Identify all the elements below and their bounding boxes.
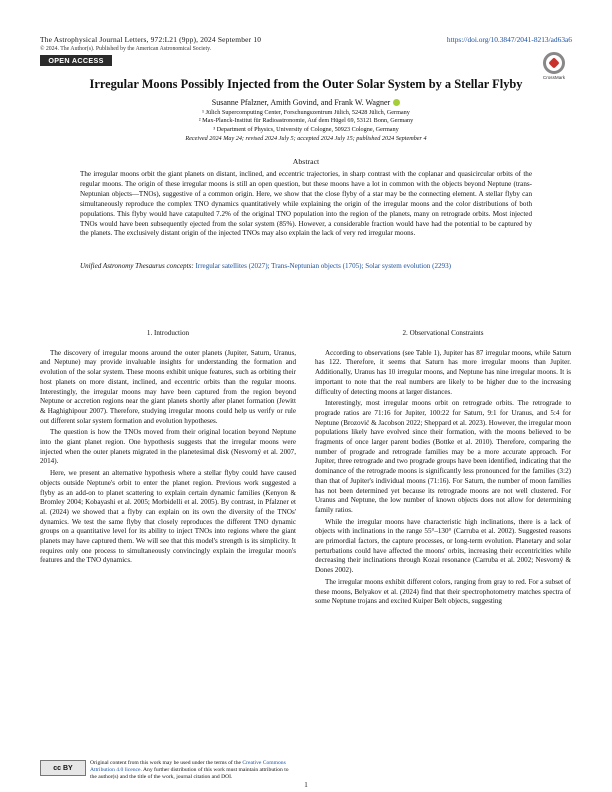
affiliation-2: ² Max-Planck-Institut für Radioastronomie, Auf dem Hügel 69, 53121 Bonn, Germany xyxy=(198,117,414,125)
author-list xyxy=(40,98,572,107)
license-link[interactable]: Creative Commons Attribution 4.0 licence. xyxy=(90,760,286,773)
crossmark-icon xyxy=(543,52,565,74)
section-heading-introduction: 1. Introduction xyxy=(146,329,190,337)
crossmark-label: CrossMark xyxy=(542,75,566,80)
constraints-paragraph: Interestingly, most irregular moons orbit on retrograde orbits. The retrograde to prograde ratios are 71:16 for Jupiter, 100:22 for Saturn, 9:1 for Uranus, and 5:4 for Neptune (Brozović & Jacobson 2022; Sheppard et al. 2023). However, the irregular moon populations likely have evolved since their formation, with the moons believed to be fragments of once larger parent bodies (Bottke et al. 2010). Therefore, comparing the number of prograde and retrograde families may be a more accurate approach. For Jupiter, three retrograde and two prograde groups have been identified, indicating that the dominance of the retrograde moons is significantly less pronounced for the families (3:2) than that of Jupiter's individual moons (71:16). For Saturn, the number of moon families has not been determined yet because its retrograde moons are not well clustered. For Uranus and Neptune, the low number of known objects does not allow for determining family ratios. xyxy=(315,399,571,514)
license-text-after: Any further distribution of this work must maintain attribution to the author(s) and the title of the work, journal citation and DOI. xyxy=(90,767,289,780)
running-header xyxy=(40,33,572,45)
copyright-line: © 2024. The Author(s). Published by the American Astronomical Society. xyxy=(40,46,212,52)
intro-paragraph: Here, we present an alternative hypothesis where a stellar flyby could have caused objects outside Neptune's orbit to enter the planet region. Previous work suggested a flyby as an add-on to planet scattering to explain certain dynamic families (Kenyon & Bromley 2004; Kobayashi et al. 2005; Morbidelli et al. 2005). By contrast, in Pfalzner et al. (2024) we showed that a flyby can explain on its own the diversity of the TNOs' dynamics. We test the same flyby that closely reproduces the different TNO dynamic groups on a quantitative level for its ability to inject TNOs into regions where the giant planets may have captured them. We will see that this model's strength is its simplicity. It requires only one process to simultaneously convincingly explain the irregular moon's features and the TNO dynamics. xyxy=(40,469,296,565)
section-heading-observational-constraints: 2. Observational Constraints xyxy=(402,329,484,337)
publication-history: Received 2024 May 24; revised 2024 July 5; accepted 2024 July 15; published 2024 September 4 xyxy=(185,135,427,142)
affiliation-3: ³ Department of Physics, University of Cologne, 50923 Cologne, Germany xyxy=(213,125,399,133)
affiliation-1: ¹ Jülich Supercomputing Center, Forschungszentrum Jülich, 52428 Jülich, Germany xyxy=(202,109,410,116)
right-column xyxy=(315,329,571,609)
uat-keywords[interactable]: Irregular satellites (2027); Trans-Neptunian objects (1705); Solar system evolution (2293) xyxy=(195,262,451,270)
abstract-heading: Abstract xyxy=(292,157,320,166)
constraints-paragraph: While the irregular moons have characteristic high inclinations, there is a lack of objects with inclinations in the range 55°–130° (Carruba et al. 2002). Suggested reasons are primordial factors, the capture processes, or long-term evolution. Planetary and solar perturbations could have affected the moons' orbits, increasing their eccentricities while decreasing their inclinations through Kozai resonance (Carruba et al. 2002; Nesvorný & Dones 2002). xyxy=(315,517,571,575)
open-access-badge: OPEN ACCESS xyxy=(40,55,112,66)
left-column xyxy=(40,329,296,568)
orcid-icon[interactable] xyxy=(393,99,400,106)
authors-text: Susanne Pfalzner, Amith Govind, and Frank W. Wagner xyxy=(211,98,391,107)
abstract-text: The irregular moons orbit the giant planets on distant, inclined, and eccentric trajectories, in sharp contrast with the coplanar and quasicircular orbits of the regular moons. The origin of these irregular moons is still an open question, but these moons have a lot in common with the objects beyond Neptune (trans-Neptunian objects—TNOs), suggestive of a common origin. Here, we show that the close flyby of a star may be the connecting element. A stellar flyby can simultaneously reproduce the complex TNO dynamics quantitatively while explaining the origin of the irregular moons and the color distributions of both populations. This flyby would have catapulted 7.2% of the original TNO population into the region of the planets, many on retrograde orbits. Most injected TNOs would have been subsequently ejected from the solar system (85%). However, a considerable fraction would have had the potential to be captured by the planets. The exclusively distant origin of the injected TNOs may also explain the lack of very red irregular moons. xyxy=(80,170,532,238)
doi-link[interactable]: https://doi.org/10.3847/2041-8213/ad63a6 xyxy=(446,34,572,44)
license-text xyxy=(90,760,296,781)
cc-by-badge[interactable]: cc BY xyxy=(40,760,86,776)
constraints-paragraph: The irregular moons exhibit different colors, ranging from gray to red. For a subset of these moons, Belyakov et al. (2024) find that their spectrophotometry matches spectra of some Neptune trojans and excited Kuiper Belt objects, suggesting xyxy=(315,577,571,606)
journal-citation: The Astrophysical Journal Letters, 972:L21 (9pp), 2024 September 10 xyxy=(40,34,262,44)
intro-paragraph: The discovery of irregular moons around the outer planets (Jupiter, Saturn, Uranus, and Neptune) may provide invaluable insights for understanding the formation and evolution of the solar system. These moons exhibit unique features, such as orbiting their host planets on more distant, inclined, and eccentric orbits than the regular moons. Interestingly, the irregular moons may have been captured from the region beyond Neptune or accretion regions near the giant planets shortly after planet formation (Jewitt & Haghighipour 2007). Therefore, studying irregular moons could help us verify or rule out different solar system formation and evolution hypotheses. xyxy=(40,348,296,425)
uat-concepts xyxy=(80,262,532,272)
page-number: 1 xyxy=(304,781,308,789)
paper-title: Irregular Moons Possibly Injected from the Outer Solar System by a Stellar Flyby xyxy=(89,77,523,91)
uat-label: Unified Astronomy Thesaurus concepts: xyxy=(80,262,194,270)
constraints-paragraph: According to observations (see Table 1), Jupiter has 87 irregular moons, while Saturn has 122. Therefore, it seems that Saturn has more irregular moons than Jupiter. Additionally, Uranus has 10 irregular moons, and Neptune has nine irregular moons. It is important to note that the real numbers are likely to be higher due to the increasing difficulty of detecting moons at larger distances. xyxy=(315,348,571,396)
license-notice xyxy=(40,760,296,781)
intro-paragraph: The question is how the TNOs moved from their original location beyond Neptune into the giant planet region. One hypothesis suggests that the irregular moons were injected when the outer planets migrated in the planetesimal disk (Nesvorný et al. 2007, 2014). xyxy=(40,428,296,466)
license-text-before: Original content from this work may be used under the terms of the xyxy=(90,760,241,766)
affiliations xyxy=(40,109,572,134)
